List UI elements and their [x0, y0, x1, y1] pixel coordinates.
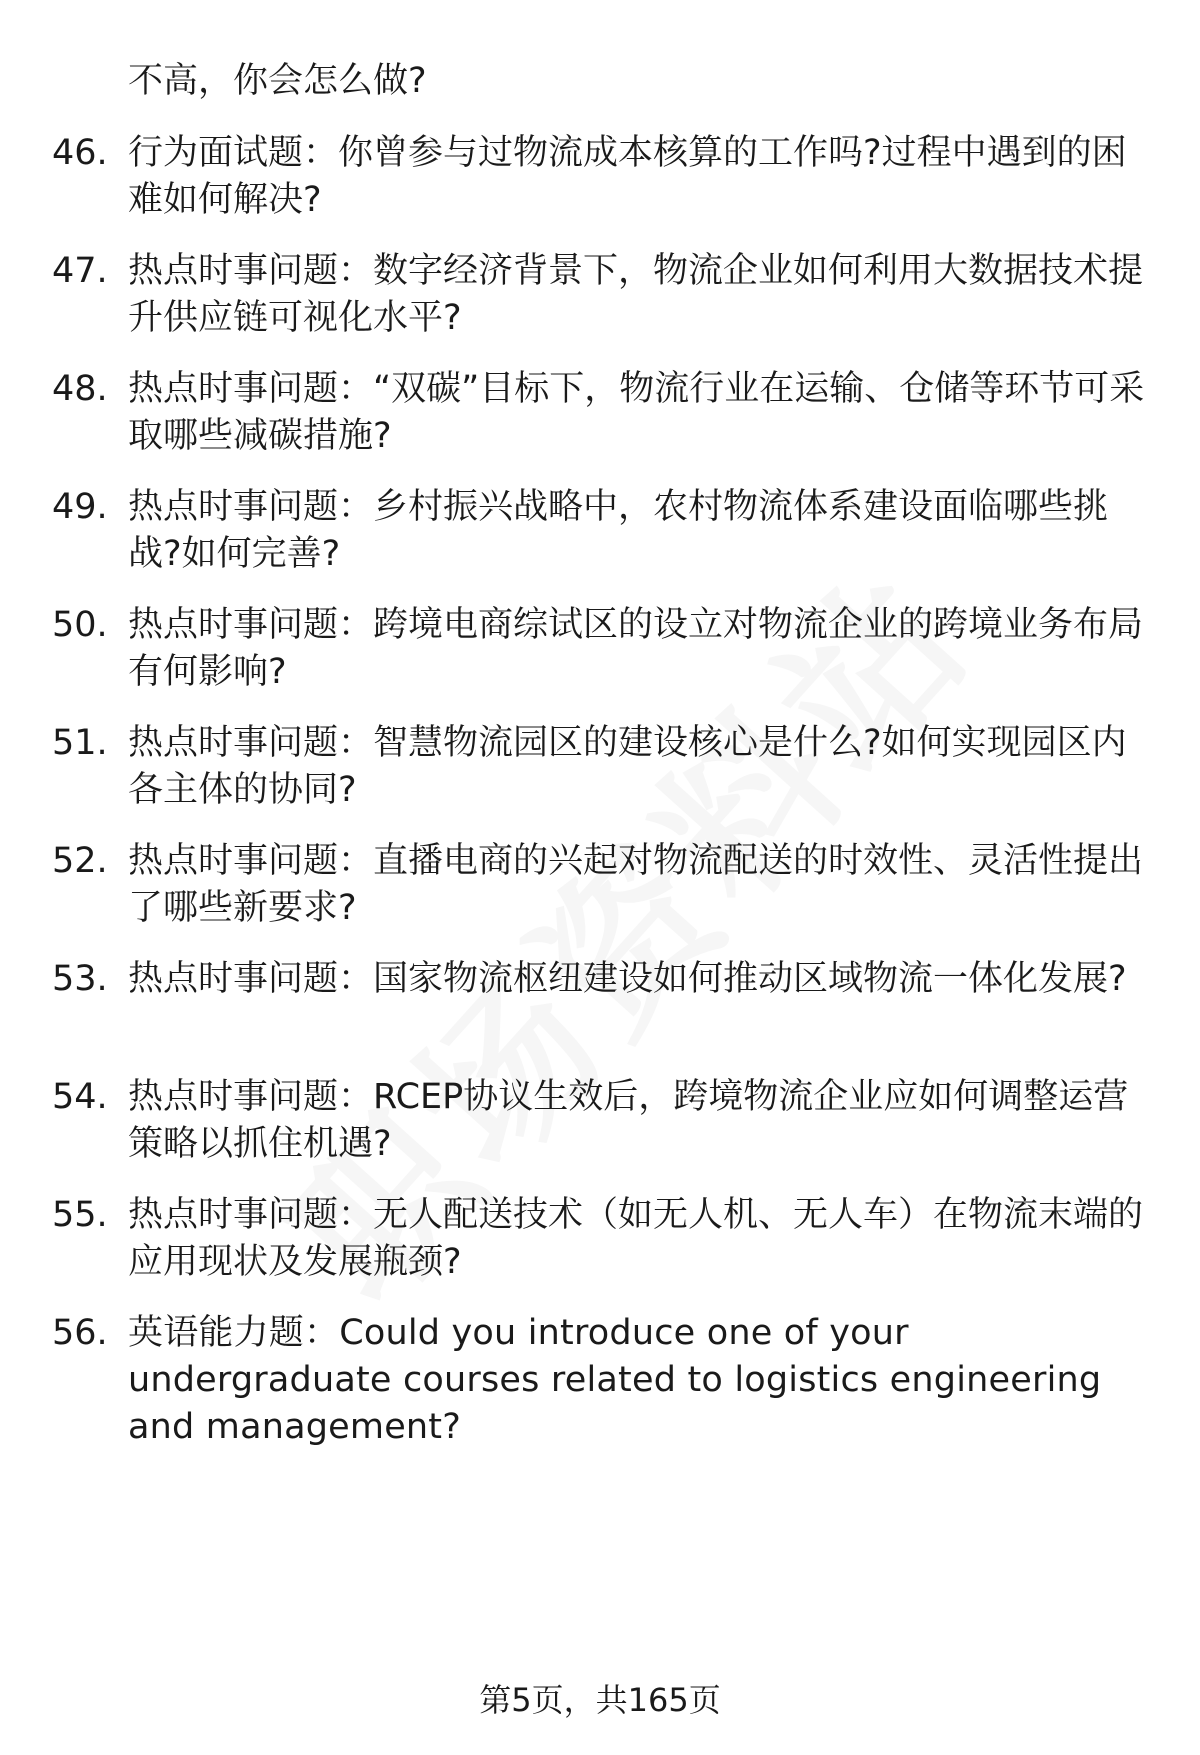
list-item — [52, 484, 1152, 578]
question-text: 热点时事问题：跨境电商综试区的设立对物流企业的跨境业务布局有何影响? — [128, 605, 1144, 692]
list-item — [52, 1192, 1152, 1286]
page-footer: 第5页，共165页 — [479, 1681, 721, 1719]
question-number: 55. — [52, 1195, 108, 1235]
question-text: 热点时事问题：直播电商的兴起对物流配送的时效性、灵活性提出了哪些新要求? — [128, 841, 1144, 928]
question-number: 51. — [52, 723, 108, 763]
question-number: 48. — [52, 369, 108, 409]
question-number: 56. — [52, 1313, 108, 1353]
question-number: 46. — [52, 133, 108, 173]
list-item — [52, 366, 1152, 460]
question-number: 53. — [52, 959, 108, 999]
list-item — [52, 1074, 1152, 1168]
question-text: 热点时事问题：无人配送技术（如无人机、无人车）在物流末端的应用现状及发展瓶颈? — [128, 1195, 1144, 1282]
list-item — [52, 720, 1152, 814]
question-text: 热点时事问题：国家物流枢纽建设如何推动区域物流一体化发展? — [128, 959, 1127, 999]
question-number: 54. — [52, 1077, 108, 1117]
question-text: 行为面试题：你曾参与过物流成本核算的工作吗?过程中遇到的困难如何解决? — [128, 133, 1127, 220]
question-number: 52. — [52, 841, 108, 881]
list-item — [52, 130, 1152, 224]
question-number: 50. — [52, 605, 108, 645]
question-number: 49. — [52, 487, 108, 527]
list-item — [52, 248, 1152, 342]
question-text: 热点时事问题：数字经济背景下，物流企业如何利用大数据技术提升供应链可视化水平? — [128, 251, 1144, 338]
question-text: 英语能力题：Could you introduce one of your undergraduate courses related to logistics engineering and management? — [128, 1313, 1102, 1447]
question-text: 热点时事问题：智慧物流园区的建设核心是什么?如何实现园区内各主体的协同? — [128, 723, 1127, 810]
list-item — [52, 838, 1152, 932]
question-45-continuation: 不高，你会怎么做? — [128, 61, 427, 101]
list-item — [52, 602, 1152, 696]
question-text: 热点时事问题：“双碳”目标下，物流行业在运输、仓储等环节可采取哪些减碳措施? — [128, 369, 1145, 456]
question-number: 47. — [52, 251, 108, 291]
list-item — [52, 956, 1152, 1003]
list-item — [52, 1310, 1152, 1451]
question-text: 热点时事问题：乡村振兴战略中，农村物流体系建设面临哪些挑战?如何完善? — [128, 487, 1109, 574]
question-text: 热点时事问题：RCEP协议生效后，跨境物流企业应如何调整运营策略以抓住机遇? — [128, 1077, 1129, 1164]
